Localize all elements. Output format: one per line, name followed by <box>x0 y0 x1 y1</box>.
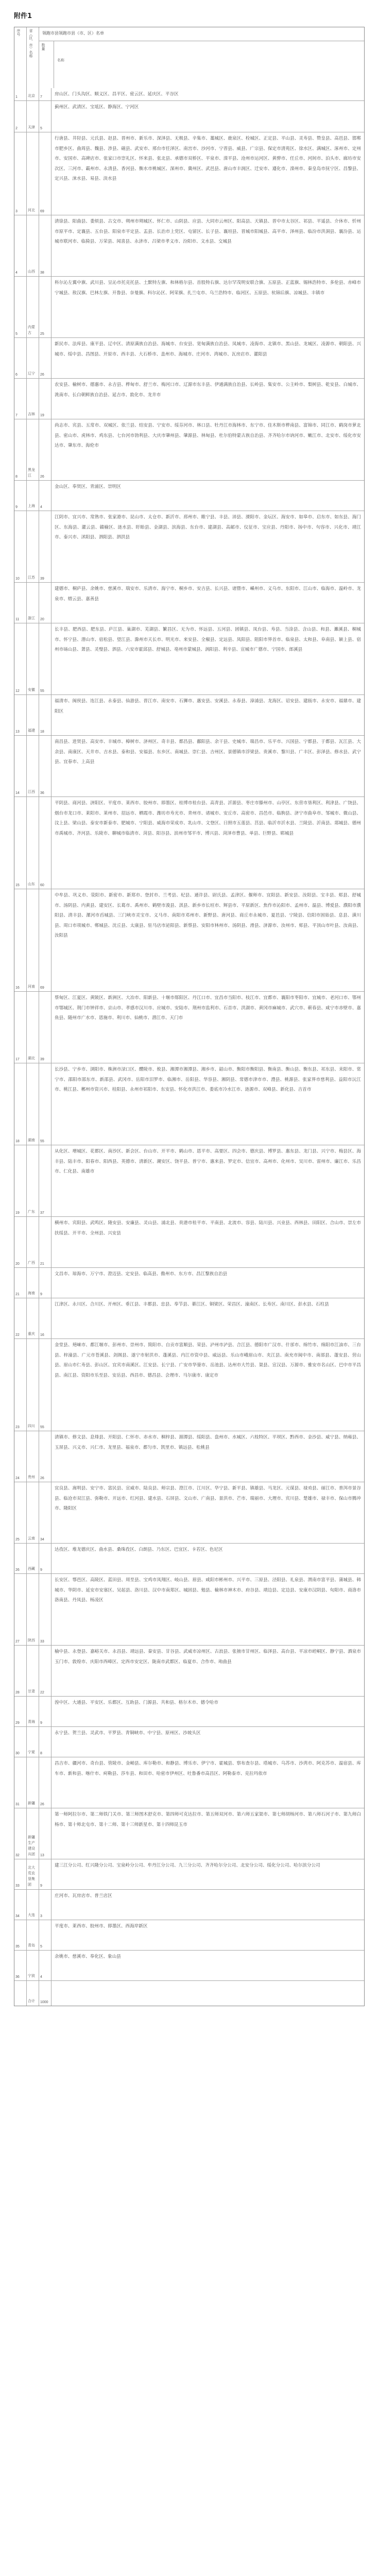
table-row <box>14 991 364 1063</box>
row-province: 新疆生产建设兵团 <box>27 1808 39 1859</box>
row-number: 26 <box>14 1544 27 1573</box>
row-province: 四川 <box>27 1339 39 1431</box>
table-row <box>14 215 364 276</box>
table-row <box>14 889 364 991</box>
row-count: 4 <box>39 1951 51 1980</box>
row-number: 18 <box>14 1063 27 1145</box>
row-number: 10 <box>14 511 27 582</box>
row-count: 16 <box>39 1298 51 1338</box>
row-count: 26 <box>39 1757 51 1808</box>
total-label: 合计 <box>27 1981 39 2006</box>
table-row <box>14 1859 364 1889</box>
row-count: 9 <box>39 1859 51 1889</box>
row-province: 西藏 <box>27 1544 39 1573</box>
row-count: 7 <box>39 88 51 100</box>
row-count: 33 <box>39 1574 51 1645</box>
row-county-names: 农安县、榆树市、德惠市、永吉县、桦甸市、舒兰市、梅河口市、辽源市东丰县、伊通满族自治县、长岭县、集安市、公主岭市、梨树县、乾安县、白城市、洮南市、长白朝鲜族自治县、延吉市、敦化市、龙井市 <box>55 382 361 397</box>
row-county-names: 中牟县、巩义市、荥阳市、新密市、新郑市、登封市、兰考县、杞县、通许县、尉氏县、孟津区、偃师市、宜阳县、新安县、汝阳县、宝丰县、郏县、舒城市、汤阴县、内黄县、建安区、长葛市、禹州市、鹤壁市浚县、淇县、新乡市长垣市、辉县市、平原新区、焦作市沁阳市、孟州市、温县、博爱县、濮阳市濮阳县、清丰县、漯河市舀城县、三门峡市灵宝市、义马市、南阳市邓州市、新野县、唐河县、商丘市永城市、夏邑县、宁陵县、信阳市固始县、息县、潢川县、周口市项城市、郸城县、沈丘县、太康县、驻马店市泌阳县、新蔡县、安阳市林州市、汤阴县、滑县、济源市、汝州市、郏县、平顶山市叶县、汝南县、汝阳县 <box>55 892 361 938</box>
row-number: 15 <box>14 797 27 889</box>
row-county-names: 房山区、门头沟区、顺义区、昌平区、密云区、延庆区、平谷区 <box>55 91 179 96</box>
county-table <box>14 27 365 2006</box>
row-province: 广东 <box>27 1145 39 1216</box>
row-number: 13 <box>14 695 27 735</box>
row-county-names: 行唐县、井陉县、元氏县、赵县、晋州市、新乐市、深泽县、无极县、辛集市、藁城区、鹿泉区、栓城区、正定县、平山县、灵寿县、赞皇县、高邑县、邯郸市肥乡区、曲周县、魏县、涉县、磁县、武安市、邢台市任泽区、南宫市、沙河市、宁晋县、威县、广宗县、保定市清苑区、徐水区、满城区、涿州市、定州市、安国市、高碑店市、张家口市崇礼区、怀来县、张北县、承德市双桥区、平泉市、滦平县、沧州市运河区、黄骅市、任丘市、河间市、泊头市、廊坊市安次区、三河市、霸州市、永清县、香河县、衡水市桃城区、深州市、冀州区、武邑县、唐山市丰润区、迁安市、遵化市、滦州市、秦皇岛市抚宁区、昌黎县、定兴县、涞水县、易县、淡水县 <box>55 135 361 181</box>
row-count: 26 <box>39 338 51 378</box>
header-count <box>39 41 54 88</box>
row-number: 29 <box>14 1697 27 1726</box>
header-subcols <box>39 41 364 88</box>
row-count: 20 <box>39 583 51 623</box>
row-count: 5 <box>39 1920 51 1950</box>
row-number: 14 <box>14 736 27 796</box>
header-no <box>14 27 27 88</box>
table-row <box>14 623 364 694</box>
row-county-names: 蔡甸区、江夏区、黄陂区、新洲区、大冶市、阳新县、十堰市郧阳区、丹江口市、宜昌市当阳市、枝江市、宜都市、襄阳市枣阳市、宜城市、老河口市、鄂州市鄂城区、荆门市钟祥市、京山市、孝感市汉川市、应城市、安陆市、荆州市监利市、石首市、洪湖市、黄冈市麻城市、武穴市、蕲春县、咸宁市赤壁市、嘉鱼县、随州市广水市、恩施市、利川市、仙桃市、潜江市、天门市 <box>55 995 361 1021</box>
table-row <box>14 582 364 623</box>
row-province: 青岛 <box>27 1920 39 1950</box>
row-count: 13 <box>39 1808 51 1859</box>
row-number: 12 <box>14 623 27 694</box>
row-province: 福建 <box>27 695 39 735</box>
row-province: 陕西 <box>27 1574 39 1645</box>
row-number: 7 <box>14 379 27 419</box>
row-number: 33 <box>14 1859 27 1889</box>
row-number: 24 <box>14 1431 27 1482</box>
row-province: 天津 <box>27 101 39 132</box>
row-county-names: 清徐县、阳曲县、娄烦县、古交市、朔州市朔城区、怀仁市、山阴县、应县、大同市云州区、阳高县、天镇县、晋中市太谷区、祁县、平遥县、介休市、忻州市原平市、定襄县、五台县、阳泉市平定县、盂县、长治市上党区、屯留区、长子县、襄垣县、晋城市阳城县、高平市、泽州县、临汾市洪洞县、襄汾县、运城市联河市、临猗县、万荣县、闻喜县、永济市、吕梁市孝义市、汾阳市、文水县、交城县 <box>55 218 361 244</box>
row-number: 2 <box>14 101 27 132</box>
row-county-names: 从化区、增城区、花都区、南沙区、新会区、台山市、开平市、鹤山市、恩平市、高要区、四会市、德庆县、博罗县、惠东县、龙门县、兴宁市、梅县区、海丰县、陆丰市、阳春市、阳西县、英德市、清新区、潮安区、饶平县、普宁市、惠来县、罗定市、信宜市、高州市、化州市、吴川市、雷州市、廉江市、乐昌市、仁化县、南雄市 <box>55 1148 361 1174</box>
row-count: 69 <box>39 889 51 991</box>
header-title: 领跑市县领跑市县（市、区）名单 <box>39 27 364 41</box>
table-row <box>14 337 364 378</box>
row-province: 河北 <box>27 132 39 215</box>
row-county-names: 科尔沁左翼中旗、武川县、呈沁市托克托县、土默特左旗、和林格尔县、首股特右旗、达尔罕茂明安联合旗、五原县、正蓝旗、锡林浩特市、多伦县、赤峰市宁城县、敖汉旗、巴林左旗、开鲁县、奈曼旗、科尔沁区、阿荣旗、扎兰屯市、乌兰浩特市、临河区、五原县、杭锦后旗、凉城县、丰镇市 <box>55 280 361 295</box>
row-count: 3 <box>39 1890 51 1920</box>
row-county-names: 福清市、闽侯县、连江县、永泰县、仙游县、晋江市、南安市、石狮市、惠安县、安溪县、永春县、漳浦县、龙海区、诏安县、建瓯市、永安市、福鼎市、建阳区 <box>55 698 361 714</box>
table-row <box>14 1145 364 1216</box>
row-count: 36 <box>39 736 51 796</box>
row-count: 5 <box>39 101 51 132</box>
row-county-names: 建德市、桐庐县、余姚市、慈溪市、瑞安市、乐清市、海宁市、桐乡市、安吉县、长兴县、诸暨市、嵊州市、义乌市、东阳市、江山市、临海市、温岭市、龙泉市、缙云县、嘉善县 <box>55 586 361 601</box>
row-province: 山西 <box>27 215 39 276</box>
row-county-names: 达孜区、堆龙德庆区、曲水县、桑珠孜区、白朗县、乃东区、巴宜区、卡若区、色尼区 <box>55 1547 223 1552</box>
row-county-names: 长丰县、肥西县、肥东县、庐江县、巢湖市、芜湖县、繁昌区、无为市、怀远县、五河县、固镇县、凤台县、寿县、当涂县、含山县、和县、濉溪县、桐城市、怀宁县、潜山市、宿松县、望江县、滁州市天长市、明光市、来安县、全椒县、定远县、凤阳县、阻阳市界首市、临泉县、太和县、阜南县、颖上县、宿州市砀山县、萧县、灵璧县、泗县、六安市霍邱县、舒城县、亳州市蒙城县、涡阳县、利辛县、宣城市广德市、宁国市、郎溪县 <box>55 626 361 652</box>
row-county-names: 长安区、鄠邑区、高陵区、蓝田县、周至县、宝鸡市凤翔区、岐山县、眉县、咸阳市彬州市、兴平市、三原县、泾阳县、礼泉县、渭南市富平县、蒲城县、韩城市、华阴市、延安市安塞区、吴起县、洛川县、汉中市南郑区、城固县、勉县、榆林市神木市、府谷县、靖边县、定边县、安康市汉阴县、旬阳市、商洛市洛南县、丹凤县、杨凌区 <box>55 1577 361 1603</box>
row-count: 39 <box>39 992 51 1063</box>
row-county-names: 清镇市、修文县、息烽县、开阳县、仁怀市、赤水市、桐梓县、湄潭县、绥阳县、盘州市、水城区、六枝特区、平坝区、黔西市、金沙县、威宁县、纳雍县、玉屏县、兴义市、兴仁市、龙里县、福泉市、都匀市、凯里市、镇远县、松桃县 <box>55 1434 361 1450</box>
row-county-names: 宜良县、嵩明县、安宁市、富民县、宣威市、陆良县、师宗县、澄江市、江川区、华宁县、新平县、镇雄县、马龙区、元谋县、禄劝县、丽江市、普洱市景谷县、临沧市双江县、弥勒市、开远市、红河县、建水县、石屏县、文山市、广南县、景洪市、芒市、瑞丽市、大理市、宾川县、楚雄市、禄丰市、保山市腾冲市、隆阳区 <box>55 1485 361 1511</box>
row-province: 宁波 <box>27 1951 39 1980</box>
table-row <box>14 419 364 480</box>
row-count: 69 <box>39 132 51 215</box>
table-row <box>14 100 364 132</box>
row-county-names: 文昌市、琼海市、万宁市、澄迈县、定安县、临高县、儋州市、东方市、昌江黎族自治县 <box>55 1271 228 1276</box>
table-row <box>14 480 364 511</box>
row-province: 江苏 <box>27 511 39 582</box>
row-count: 19 <box>39 379 51 419</box>
row-province: 上海 <box>27 481 39 511</box>
row-county-names: 湟中区、大通县、平安区、乐都区、互助县、门源县、共和县、格尔木市、德令哈市 <box>55 1700 218 1705</box>
table-header-row <box>14 27 364 88</box>
row-count: 21 <box>39 1217 51 1267</box>
row-count: 26 <box>39 419 51 480</box>
row-province: 内蒙古 <box>27 277 39 337</box>
row-count: 55 <box>39 1063 51 1145</box>
total-names <box>51 1981 364 2006</box>
row-number: 25 <box>14 1482 27 1543</box>
row-number: 16 <box>14 889 27 991</box>
table-body <box>14 88 364 1980</box>
row-county-names: 平度市、莱西市、胶州市、即墨区、西海岸新区 <box>55 1923 148 1928</box>
table-row <box>14 1808 364 1859</box>
row-count: 39 <box>39 511 51 582</box>
row-county-names: 第一师阿拉尔市、第二师铁门关市、第三师图木舒克市、第四师可克达拉市、第五师双河市、第六师五家渠市、第七师胡杨河市、第八师石河子市、第九师白杨市、第十师北屯市、第十二师、第十三师新星市、第十四师昆玉市 <box>55 1811 361 1827</box>
row-province: 辽宁 <box>27 338 39 378</box>
row-province: 安徽 <box>27 623 39 694</box>
row-number: 11 <box>14 583 27 623</box>
row-county-names: 昌吉市、疆河市、奇台县、管陵市、金岰县、库尔勒市、和静县、博乐市、伊宁市、霍城县、察布查尔县、塔城市、乌苏市、沙湾市、阿克苏市、温宿县、库车市、新和县、喀什市、疴勒县、莎车县、和田市、哈密市伊州区、吐鲁番市高昌区、阿勒泰市、克拉玛依市 <box>55 1760 361 1776</box>
row-province: 吉林 <box>27 379 39 419</box>
row-province: 新疆 <box>27 1757 39 1808</box>
row-number: 9 <box>14 481 27 511</box>
total-count: 1000 <box>39 1981 51 2006</box>
row-number: 22 <box>14 1298 27 1338</box>
header-count-label: 数量 <box>41 43 45 50</box>
row-count: 9 <box>39 1544 51 1573</box>
row-province: 重庆 <box>27 1298 39 1338</box>
row-province: 广西 <box>27 1217 39 1267</box>
row-province: 江西 <box>27 736 39 796</box>
row-number: 5 <box>14 277 27 337</box>
row-county-names: 平阴县、商河县、济阳区、平度市、莱西市、胶州市、即墨区、桂博市桂台县、高青县、沂源县、枣庄市滕州市、山亭区、东营市垦利区、利津县、广饶县、烟台市龙口市、莱阳市、莱州市、招远市、栖霞市、潍坊市寿光市、青州市、诸城市、安丘市、高密市、昌邑市、临朐县、济宁市曲阜市、邹城市、微山县、汶上县、梁山县、泰安市新泰市、肥城市、宁阳县、威海市荣成市、乳山市、文登区、日照市五莲县、莒县、临沂市沂水县、兰陵县、沂南县、郯城县、德州市禹城市、齐河县、乐陵市、聊城市临清市、菏县、阳谷县、滨州市邹平市、博兴县、菏泽市曹县、单县、巨野县、郓城县 <box>55 800 361 836</box>
header-province-label: 省（区、市）名称 <box>29 29 32 58</box>
table-row <box>14 1950 364 1980</box>
header-province <box>27 27 39 88</box>
table-row <box>14 378 364 419</box>
row-province: 黑龙江 <box>27 419 39 480</box>
header-right <box>39 27 364 88</box>
table-row <box>14 511 364 582</box>
table-row <box>14 1267 364 1298</box>
row-count: 4 <box>39 481 51 511</box>
table-row <box>14 1920 364 1950</box>
row-county-names: 建三江分公司、红兴隆分公司、宝泉岭分公司、牟丹江分公司、九三分公司、齐齐哈尔分公司、北安分公司、绥化分公司、哈尔滨分公司 <box>55 1862 320 1868</box>
row-count: 34 <box>39 1482 51 1543</box>
row-province: 甘肃 <box>27 1646 39 1696</box>
row-county-names: 长沙县、宁乡市、浏阳市、株洲市渌口区、醴陵市、攸县、湘潭市湘潭县、湘乡市、韶山市、衡阳市衡阳县、衡南县、衡山县、衡东县、祁东县、耒阳市、常宁市、邵阳市邵东市、新邵县、武冈市、岳阳市汨罗市、临湘市、岳阳县、华容县、湘阴县、常德市津市市、澧县、桃源县、张家界市慈利县、益阳市沅江市、桃江县、郴州市资兴市、桂阳县、永州市祁阳市、东安县、怀化市洪江市、娄底市冷水江市、涟源市、双峰县、新化县、吉首市 <box>55 1066 361 1092</box>
row-count: 38 <box>39 215 51 276</box>
row-count: 37 <box>39 1145 51 1216</box>
table-row <box>14 1482 364 1543</box>
row-province: 浙江 <box>27 583 39 623</box>
table-row <box>14 132 364 215</box>
row-count: 18 <box>39 695 51 735</box>
table-row <box>14 1645 364 1696</box>
table-row <box>14 694 364 735</box>
row-number: 28 <box>14 1646 27 1696</box>
table-row <box>14 1338 364 1431</box>
row-province: 大连 <box>27 1890 39 1920</box>
row-number: 4 <box>14 215 27 276</box>
row-province: 湖南 <box>27 1063 39 1145</box>
row-county-names: 余姚市、慈溪市、奉化区、象山县 <box>55 1954 121 1959</box>
row-number: 31 <box>14 1757 27 1808</box>
row-province: 海南 <box>27 1268 39 1298</box>
row-number: 20 <box>14 1217 27 1267</box>
row-province: 青海 <box>27 1697 39 1726</box>
row-count: 22 <box>39 1646 51 1696</box>
total-row <box>14 1980 364 2006</box>
row-province: 北大荒农垦集团 <box>27 1859 39 1889</box>
row-province: 河南 <box>27 889 39 991</box>
row-count: 8 <box>39 1727 51 1757</box>
table-row <box>14 1889 364 1920</box>
row-province: 北京 <box>27 88 39 100</box>
row-county-names: 永宁县、贺兰县、灵武市、平罗县、青铜峡市、中宁县、原州区、沙坡头区 <box>55 1730 201 1735</box>
table-row <box>14 1726 364 1757</box>
row-province: 山东 <box>27 797 39 889</box>
row-province: 湖北 <box>27 992 39 1063</box>
row-number: 30 <box>14 1727 27 1757</box>
row-province: 云南 <box>27 1482 39 1543</box>
table-row <box>14 735 364 796</box>
table-row <box>14 1431 364 1482</box>
row-county-names: 庄河市、瓦房店市、普兰店区 <box>55 1893 112 1898</box>
row-county-names: 江津区、永川区、合川区、开州区、垂江县、丰都县、忠县、奉节县、綦江区、铜梁区、荣昌区、潼南区、长寿区、南川区、彭水县、石柱县 <box>55 1301 329 1307</box>
row-number: 34 <box>14 1890 27 1920</box>
row-count: 9 <box>39 1268 51 1298</box>
row-number: 27 <box>14 1574 27 1645</box>
row-number: 21 <box>14 1268 27 1298</box>
row-province: 贵州 <box>27 1431 39 1482</box>
table-row <box>14 88 364 100</box>
row-county-names: 金山区、奉贤区、青浦区、崇明区 <box>55 484 121 489</box>
row-province: 宁夏 <box>27 1727 39 1757</box>
row-county-names: 金堂县、邫崃市、都江堰市、彭州市、崇州市、简阳市、自贡市富顺县、荣县、泸州市泸县、合江县、德阳市广汉市、什邡市、绵竹市、绵阳市江油市、三台县、梓潼县、广元市苍溪县、剑阁县、遂宁市射洪市、蓬溪县、内江市资中县、威远县、乐山市峨眉山市、夹江县、南充市阆中市、南部县、蓬安县、营山县、眉山市仁寿县、彭山区、宜宾市南溪区、江安县、长宁县、广安市华蓥市、岳池县、达州市大竹县、渠县、宣汉县、万源市、雅安市名山区、巴中市平昌县、南江县、资阳市乐至县、安岳县、西昌市、德昌县、会理市、马尔康市、康定市 <box>55 1342 361 1378</box>
row-county-names: 蓟州区、武清区、宝坻区、静海区、宁河区 <box>55 104 139 109</box>
header-names: 名称 <box>57 59 64 62</box>
row-number: 36 <box>14 1951 27 1980</box>
row-count: 25 <box>39 277 51 337</box>
row-count: 60 <box>39 797 51 889</box>
table-row <box>14 1696 364 1726</box>
table-row <box>14 796 364 889</box>
row-number: 17 <box>14 992 27 1063</box>
row-number: 1 <box>14 88 27 100</box>
header-no-label: 序号 <box>16 29 20 36</box>
row-count: 55 <box>39 1339 51 1431</box>
total-no <box>14 1981 27 2006</box>
row-count: 9 <box>39 1697 51 1726</box>
row-number: 19 <box>14 1145 27 1216</box>
row-count: 26 <box>39 1431 51 1482</box>
row-county-names: 新民市、法库县、康平县、辽中区、清原满族自治县、海城市、台安县、宽甸满族自治县、凤城市、凌海市、北镇市、黑山县、龙城区、凌源市、朝阳县、兴城市、绥中县、昌图县、开原市、西丰县、大石桥市、盖州市、海城市、庄河市、湾城市、瓦房店市、灌阳县 <box>55 341 361 357</box>
row-county-names: 榆中县、永登县、嘉峪关市、永昌县、靖远县、秦安县、甘谷县、武威市凉州区、古浪县、张掖市甘州区、临泽县、高台县、平凉市崆峒区、静宁县、酒泉市玉门市、敦煌市、庆阳市西峰区、定西市安定区、陇南市武都区、临夏市、合作市、珛曲县 <box>55 1649 361 1664</box>
row-number: 3 <box>14 132 27 215</box>
row-county-names: 横州市、宾阳县、武鸣区、隆安县、安廉县、灵山县、浦北县、贵港市桂平市、平南县、北流市、容县、陆川县、兴业县、西林县、田阳区、合山市、崇左市扶绥县、开平市、全州县、兴安县 <box>55 1220 361 1235</box>
table-row <box>14 1573 364 1645</box>
row-county-names: 南昌县、进贤县、高安市、丰城市、樟树市、济州区、奇丰县、都昌县、鄱阳县、余干县、史城市、瑞昌市、乐平市、兴国县、宁都县、于都县、瓦江县、大余县、南康区、天井市、吉水县、泰和县、安福县、东乡区、南城县、崇仁县、吉州区、景德镇市浮梁县、贵溪市、黎川县、广丰区、彭泽县、修水县、武宁县、宜春市、上高县 <box>55 739 361 765</box>
appendix-heading: 附件1 <box>14 12 32 20</box>
table-row <box>14 276 364 337</box>
table-row <box>14 1298 364 1338</box>
table-row <box>14 1216 364 1267</box>
row-number: 23 <box>14 1339 27 1431</box>
row-number: 35 <box>14 1920 27 1950</box>
table-row <box>14 1543 364 1573</box>
table-row <box>14 1063 364 1145</box>
table-row <box>14 1757 364 1808</box>
row-county-names: 尚志市、宾县、五常市、双城区、依兰县、结安县、宁安市、绥芬河市、林口县、牡丹江市海林市、东宁市、佳木斯市桦南县、富锦市、同江市、鹤岗市萝北县、密山市、虎林市、鸡东县、七台河市勃利县、大庆市肇州县、肇源县、林甸县、杜尔伯特蒙古族自治县、齐齐哈尔市讷河市、嫩江市、北安市、绥化市安达市、肇东市、海伦市 <box>55 422 361 448</box>
row-count: 55 <box>39 623 51 694</box>
row-number: 32 <box>14 1808 27 1859</box>
row-county-names: 江阴市、宜兴市、常熟市、张家港市、昆山市、太仓市、新沂市、邳州市、睢宁县、丰县、沛县、溧阳市、金坛区、海安市、如皋市、启东市、如东县、海门区、东海县、灌云县、赣榆区、涟水县、盱眙县、金湖县、滨海县、东台市、建湖县、高邮市、仪征市、宝应县、丹阳市、扬中市、句容市、兴化市、靖江市、泰兴市、沭阳县、泗阳县、泗洪县 <box>55 514 361 540</box>
row-number: 8 <box>14 419 27 480</box>
row-number: 6 <box>14 338 27 378</box>
